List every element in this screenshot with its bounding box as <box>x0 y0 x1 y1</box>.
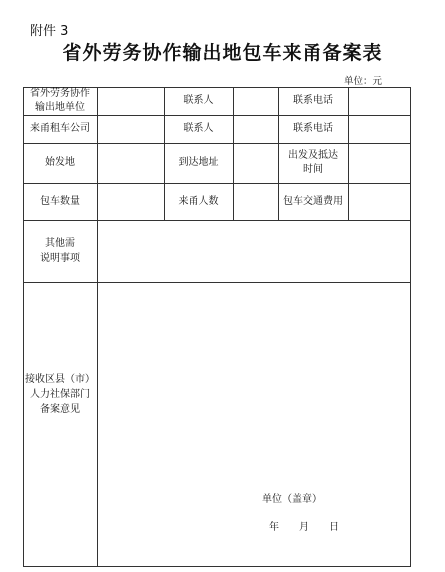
label-departure: 始发地 <box>45 157 75 168</box>
value-bus-fee[interactable] <box>348 183 411 220</box>
form-title: 省外劳务协作输出地包车来甬备案表 <box>62 42 383 64</box>
label-rental-company: 来甬租车公司 <box>30 123 90 134</box>
label-other-notes: 其他需 说明事项 <box>40 238 80 264</box>
value-contact-phone[interactable] <box>348 87 411 115</box>
value-departure[interactable] <box>97 143 164 183</box>
label-rental-contact: 联系人 <box>183 123 214 134</box>
label-passenger-count: 来甬人数 <box>178 195 219 207</box>
value-filing-opinion[interactable] <box>97 282 411 567</box>
label-departure-arrival-time: 出发及抵达 时间 <box>288 150 338 175</box>
label-contact-phone: 联系电话 <box>293 95 333 106</box>
seal-unit-label: 单位（盖章） <box>262 494 322 505</box>
label-bus-count: 包车数量 <box>40 195 80 207</box>
value-arrival-address[interactable] <box>233 143 278 183</box>
label-origin-unit: 省外劳务协作 输出地单位 <box>30 88 90 113</box>
attachment-label: 附件 3 <box>30 24 69 39</box>
date-day-label: 日 <box>329 522 339 533</box>
value-origin-unit[interactable] <box>97 87 164 115</box>
value-bus-count[interactable] <box>97 183 164 220</box>
label-rental-phone: 联系电话 <box>293 123 333 134</box>
date-year-label: 年 <box>269 522 279 533</box>
label-bus-fee: 包车交通费用 <box>283 195 343 207</box>
value-rental-company[interactable] <box>97 115 164 143</box>
unit-note: 单位：元 <box>344 76 383 87</box>
value-contact-person[interactable] <box>233 87 278 115</box>
label-filing-opinion: 接收区县（市） 人力社保部门 备案意见 <box>25 373 95 415</box>
label-contact-person: 联系人 <box>183 95 214 106</box>
value-rental-contact[interactable] <box>233 115 278 143</box>
value-passenger-count[interactable] <box>233 183 278 220</box>
label-arrival-address: 到达地址 <box>178 157 219 168</box>
value-other-notes[interactable] <box>97 220 411 282</box>
value-rental-phone[interactable] <box>348 115 411 143</box>
value-departure-arrival-time[interactable] <box>348 143 411 183</box>
date-month-label: 月 <box>299 522 309 533</box>
